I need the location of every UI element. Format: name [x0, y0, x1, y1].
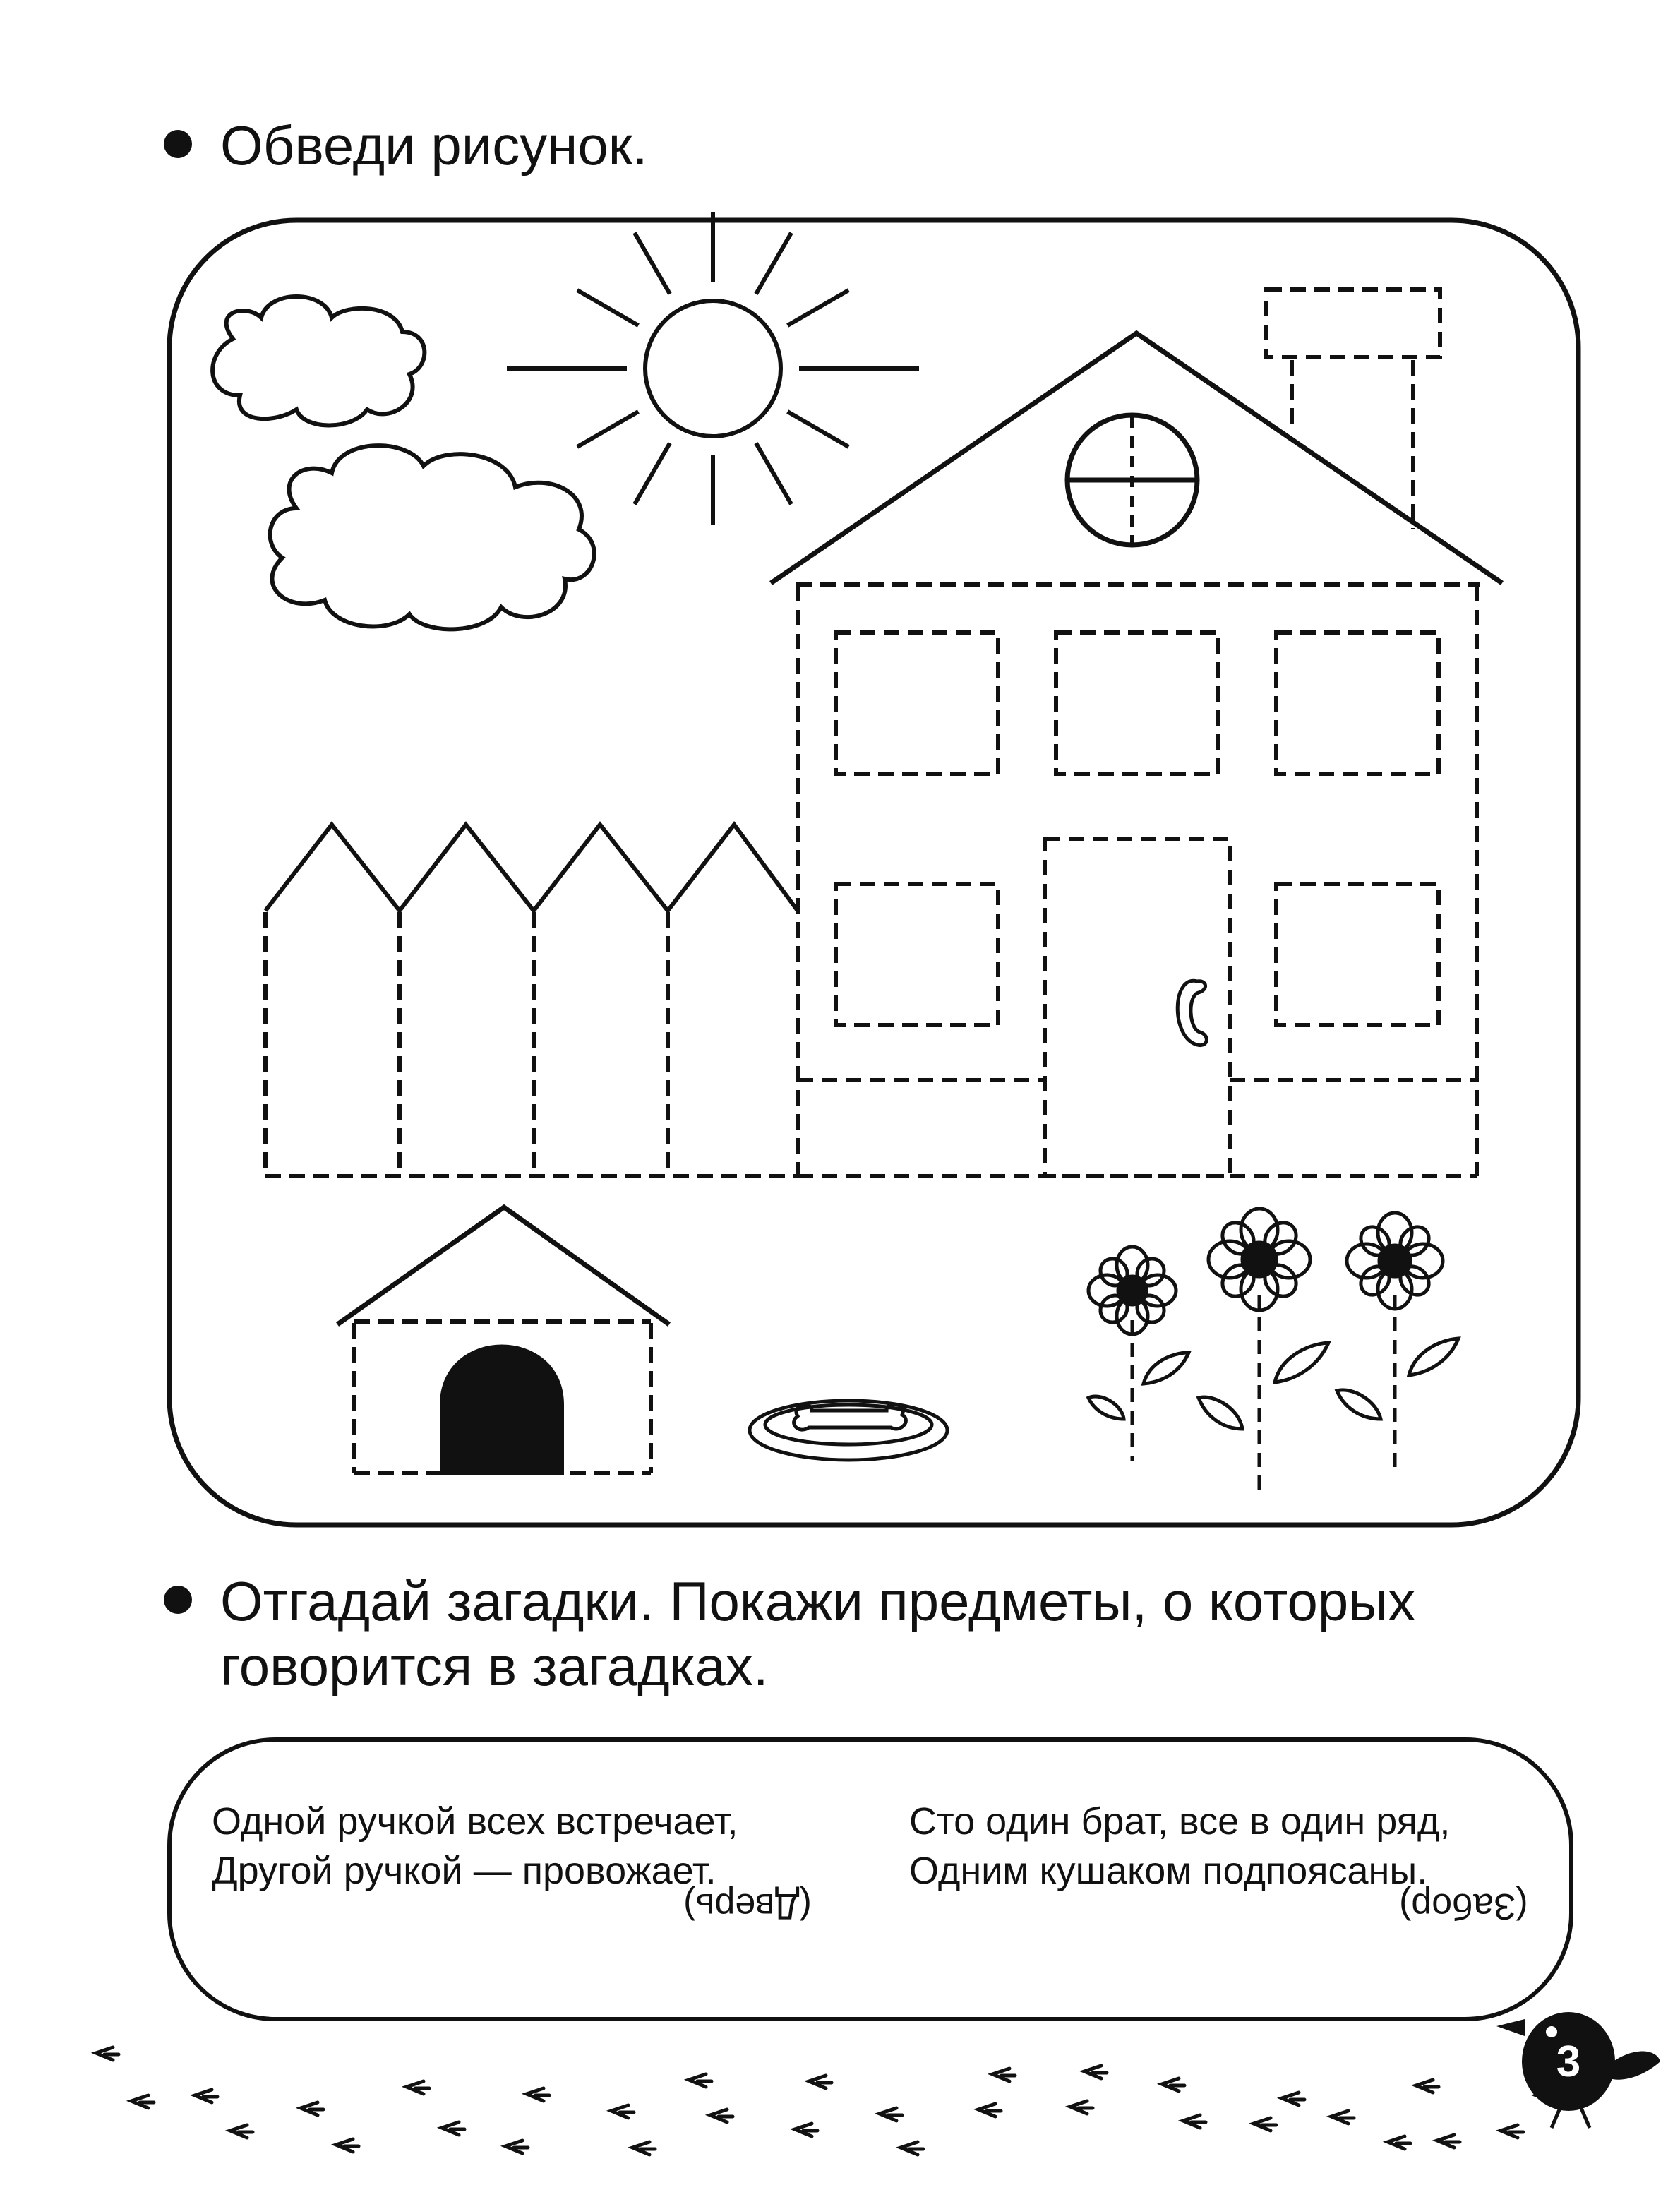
task-riddles-instruction: [169, 1569, 1511, 1699]
bowl-icon: [750, 1401, 947, 1460]
riddle-line: Одной ручкой всех встречает,: [212, 1800, 738, 1843]
task-trace-text: Обведи рисунок.: [220, 114, 648, 176]
riddle-line: Одним кушаком подпоясаны.: [909, 1850, 1428, 1892]
riddle-line: Другой ручкой — провожает.: [212, 1850, 716, 1892]
footprint-icon: [96, 2047, 1559, 2155]
flower-icon: [1088, 1209, 1458, 1494]
fence-icon: [265, 825, 798, 1176]
cloud-icon: [212, 297, 424, 426]
task-trace-instruction: [169, 113, 648, 178]
window: [836, 633, 998, 774]
riddle-fence: [909, 1797, 1450, 1896]
doghouse-icon: [337, 1207, 669, 1473]
sun-icon: [507, 212, 919, 525]
riddle-answer: (Забор): [1399, 1886, 1528, 1927]
riddle-answer: (Дверь): [683, 1886, 812, 1927]
bullet-icon: [164, 1586, 192, 1614]
doghouse-entrance: [442, 1347, 562, 1473]
task-riddles-text-line2: говорится в загадках.: [220, 1635, 769, 1697]
door: [1045, 839, 1230, 1176]
window: [1276, 884, 1439, 1025]
house-icon: [771, 289, 1502, 1176]
chimney-top: [1266, 289, 1440, 357]
riddle-door: [212, 1797, 738, 1896]
window: [1056, 633, 1218, 774]
cloud-icon: [270, 445, 594, 629]
door-handle: [1177, 981, 1206, 1045]
task-riddles-text-line1: Отгадай загадки. Покажи предметы, о которых: [220, 1570, 1416, 1632]
riddle-line: Сто один брат, все в один ряд,: [909, 1800, 1451, 1843]
page-number: 3: [1556, 2037, 1581, 2086]
window: [836, 884, 998, 1025]
window: [1276, 633, 1439, 774]
bullet-icon: [164, 130, 192, 158]
